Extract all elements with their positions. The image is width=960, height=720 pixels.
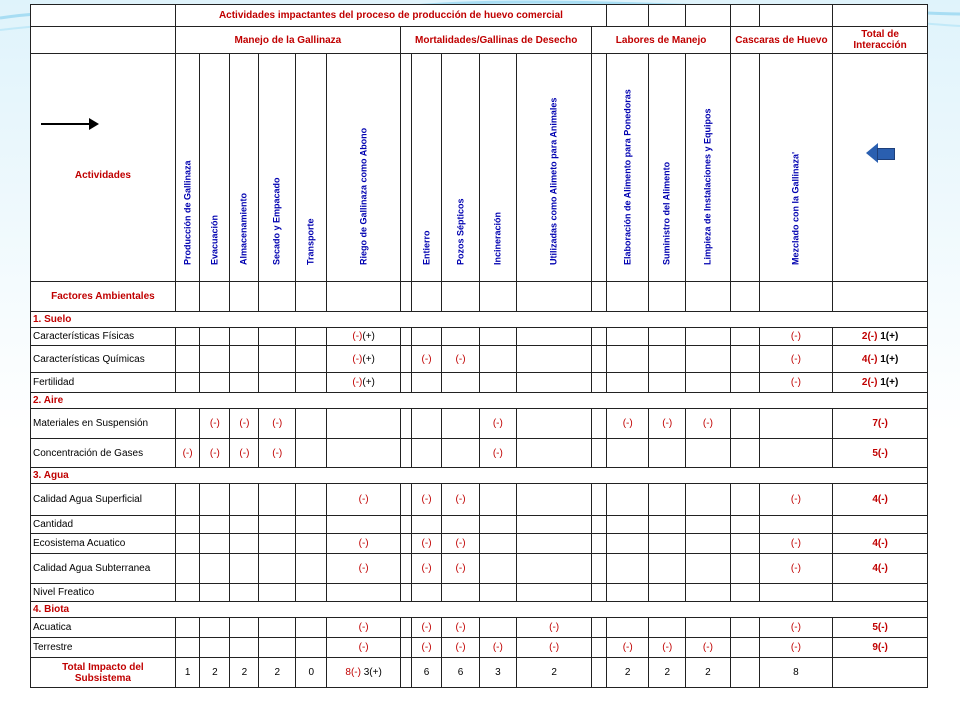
table-row xyxy=(31,409,928,439)
impact-cell: (-) xyxy=(479,409,516,439)
section-row xyxy=(31,312,928,328)
impact-cell: (-) xyxy=(649,638,686,658)
impact-cell: (-) xyxy=(759,554,833,584)
factor-label: Concentración de Gases xyxy=(31,439,176,468)
group-header-labores: Labores de Manejo xyxy=(592,27,730,54)
total-value: 3 xyxy=(479,658,516,688)
section-row xyxy=(31,602,928,618)
impact-cell: (-) xyxy=(759,373,833,393)
total-value: 2 xyxy=(607,658,649,688)
table-row xyxy=(31,516,928,534)
total-cell: 2(-) 1(+) xyxy=(833,373,928,393)
total-header: Total de Interacción xyxy=(833,27,928,54)
impact-cell: (-) xyxy=(442,484,480,516)
total-cell: 4(-) xyxy=(833,554,928,584)
impact-cell: (-) xyxy=(607,638,649,658)
impact-cell: (-) xyxy=(607,409,649,439)
impact-cell: (-) xyxy=(759,534,833,554)
activity-label: Utilizadas como Alimeto para Animales xyxy=(548,97,559,265)
factor-label: Nivel Freatico xyxy=(31,584,176,602)
impact-cell: (-) xyxy=(516,618,592,638)
section-label: 3. Agua xyxy=(31,468,928,484)
impact-cell: (-) xyxy=(442,618,480,638)
total-cell: 7(-) xyxy=(833,409,928,439)
activity-label: Transporte xyxy=(305,217,316,265)
section-label: 1. Suelo xyxy=(31,312,928,328)
section-label: 4. Biota xyxy=(31,602,928,618)
impact-cell: (-) xyxy=(442,638,480,658)
activity-label: Elaboración de Alimento para Ponedoras xyxy=(622,88,633,265)
total-value: 1 xyxy=(175,658,200,688)
impact-cell: (-) xyxy=(479,439,516,468)
group-header-cascaras: Cascaras de Huevo xyxy=(730,27,833,54)
factor-label: Materiales en Suspensión xyxy=(31,409,176,439)
total-cell: 4(-) xyxy=(833,484,928,516)
total-cell: 5(-) xyxy=(833,618,928,638)
impact-matrix xyxy=(30,4,928,688)
table-row xyxy=(31,439,928,468)
group-header-gallinaza: Manejo de la Gallinaza xyxy=(175,27,400,54)
impact-cell: (-) xyxy=(516,638,592,658)
activity-label: Producción de Gallinaza xyxy=(182,159,193,265)
impact-cell: (-) xyxy=(412,346,442,373)
total-cell: 4(-) 1(+) xyxy=(833,346,928,373)
activity-label: Suministro del Alimento xyxy=(661,161,672,265)
impact-cell: (-) xyxy=(759,328,833,346)
total-value: 2 xyxy=(686,658,731,688)
impact-cell: (-) xyxy=(327,638,401,658)
impact-cell: (-) xyxy=(327,554,401,584)
impact-cell: (-) xyxy=(230,439,259,468)
table-row xyxy=(31,328,928,346)
activity-label: Pozos Sépticos xyxy=(455,197,466,265)
impact-cell: (-) xyxy=(759,346,833,373)
total-value: 6 xyxy=(442,658,480,688)
impact-cell: (-) xyxy=(327,484,401,516)
impact-cell: (-) xyxy=(412,618,442,638)
impact-cell: (-) xyxy=(200,409,230,439)
factor-label: Fertilidad xyxy=(31,373,176,393)
activity-label: Almacenamiento xyxy=(238,192,249,265)
impact-cell: (-) xyxy=(327,618,401,638)
total-value: 6 xyxy=(412,658,442,688)
matrix-title: Actividades impactantes del proceso de producción de huevo comercial xyxy=(175,5,606,27)
table-row xyxy=(31,373,928,393)
impact-cell: (-) xyxy=(759,484,833,516)
impact-cell: (-) xyxy=(327,534,401,554)
impact-cell: (-) xyxy=(686,638,731,658)
total-value: 2 xyxy=(516,658,592,688)
total-cell: 4(-) xyxy=(833,534,928,554)
activity-label: Limpieza de Instalaciones y Equipos xyxy=(702,107,713,265)
activity-label: Secado y Empacado xyxy=(271,176,282,265)
factor-label: Calidad Agua Superficial xyxy=(31,484,176,516)
impact-cell: (-) xyxy=(759,618,833,638)
impact-cell: (-) xyxy=(759,638,833,658)
impact-cell: (-) xyxy=(200,439,230,468)
table-row xyxy=(31,618,928,638)
factor-label: Calidad Agua Subterranea xyxy=(31,554,176,584)
impact-cell: (-) xyxy=(442,554,480,584)
impact-cell: (-) xyxy=(412,534,442,554)
total-value: 2 xyxy=(649,658,686,688)
total-cell: 5(-) xyxy=(833,439,928,468)
impact-cell: (-)(+) xyxy=(327,346,401,373)
total-value: 8(-) 3(+) xyxy=(327,658,401,688)
impact-cell: (-) xyxy=(259,409,296,439)
table-row xyxy=(31,346,928,373)
total-cell: 9(-) xyxy=(833,638,928,658)
activity-label: Evacuación xyxy=(209,214,220,265)
factor-label: Terrestre xyxy=(31,638,176,658)
impact-cell: (-) xyxy=(442,534,480,554)
table-row xyxy=(31,554,928,584)
total-cell: 2(-) 1(+) xyxy=(833,328,928,346)
activity-label: Mezclado con la Gallinaza' xyxy=(790,151,801,265)
activities-label: Actividades xyxy=(74,170,131,181)
total-value: 8 xyxy=(759,658,833,688)
impact-cell: (-)(+) xyxy=(327,328,401,346)
impact-cell: (-) xyxy=(412,484,442,516)
table-row xyxy=(31,638,928,658)
activity-label: Riego de Gallinaza como Abono xyxy=(358,127,369,265)
total-value: 2 xyxy=(259,658,296,688)
section-label: 2. Aire xyxy=(31,393,928,409)
totals-row xyxy=(31,658,928,688)
factor-label: Cantidad xyxy=(31,516,176,534)
factor-label: Acuatica xyxy=(31,618,176,638)
factor-label: Características Químicas xyxy=(31,346,176,373)
arrow-right-icon xyxy=(41,118,101,130)
group-header-mortalidades: Mortalidades/Gallinas de Desecho xyxy=(400,27,592,54)
impact-cell: (-) xyxy=(479,638,516,658)
factor-label: Ecosistema Acuatico xyxy=(31,534,176,554)
factors-label: Factores Ambientales xyxy=(31,282,176,312)
impact-cell: (-) xyxy=(412,638,442,658)
impact-cell: (-)(+) xyxy=(327,373,401,393)
impact-cell: (-) xyxy=(686,409,731,439)
impact-cell: (-) xyxy=(412,554,442,584)
section-row xyxy=(31,393,928,409)
impact-cell: (-) xyxy=(230,409,259,439)
total-value: 2 xyxy=(230,658,259,688)
section-row xyxy=(31,468,928,484)
factor-label: Características Físicas xyxy=(31,328,176,346)
total-value: 2 xyxy=(200,658,230,688)
impact-cell: (-) xyxy=(175,439,200,468)
activity-label: Incineración xyxy=(492,211,503,265)
total-value: 0 xyxy=(296,658,327,688)
activity-label: Entierro xyxy=(421,229,432,265)
table-row xyxy=(31,584,928,602)
impact-cell: (-) xyxy=(649,409,686,439)
arrow-left-icon[interactable] xyxy=(866,143,894,163)
impact-cell: (-) xyxy=(442,346,480,373)
table-row xyxy=(31,534,928,554)
impact-cell: (-) xyxy=(259,439,296,468)
totals-label: Total Impacto del Subsistema xyxy=(31,658,176,688)
table-row xyxy=(31,484,928,516)
